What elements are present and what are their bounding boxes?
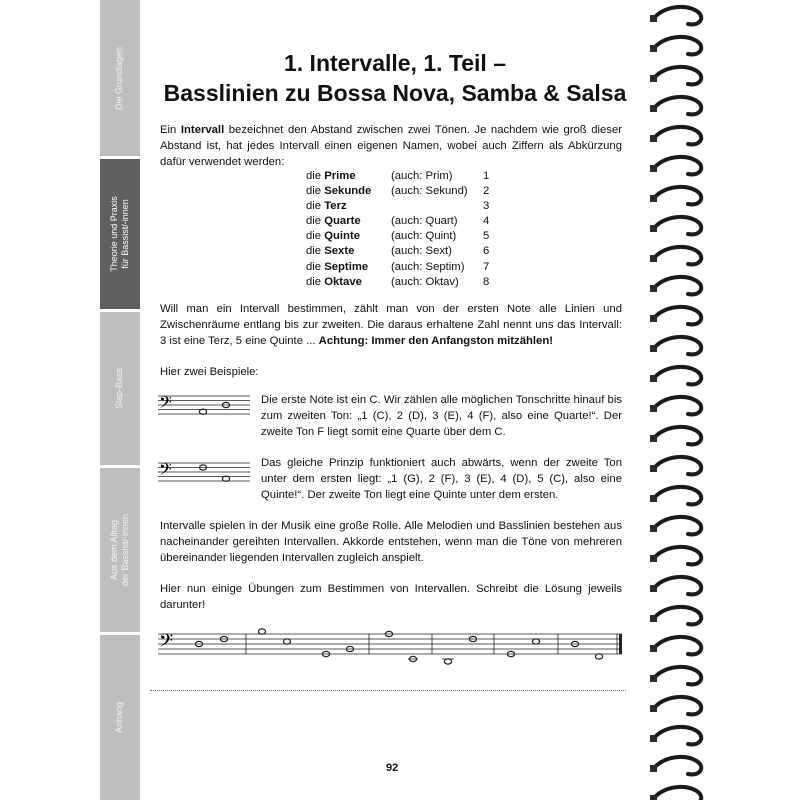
interval-name: die Prime — [306, 170, 356, 182]
punch-hole — [650, 105, 657, 112]
spiral-ring — [654, 187, 701, 204]
note — [595, 654, 602, 659]
spiral-ring — [654, 397, 701, 414]
punch-hole — [650, 375, 657, 382]
punch-hole — [650, 315, 657, 322]
interval-number: 3 — [483, 200, 490, 213]
spiral-ring — [654, 67, 701, 84]
spiral-ring — [654, 367, 701, 384]
interval-row — [306, 229, 489, 244]
examples-heading: Hier zwei Beispiele: — [160, 366, 259, 378]
interval-row — [306, 244, 489, 259]
interval-alias — [391, 199, 483, 214]
spiral-ring — [654, 607, 701, 624]
title-line-1: 1. Intervalle, 1. Teil – — [283, 50, 506, 76]
spiral-ring — [654, 307, 701, 324]
punch-hole — [650, 705, 657, 712]
interval-row — [306, 199, 489, 214]
punch-hole — [650, 585, 657, 592]
interval-alias: (auch: Oktav) — [391, 275, 459, 288]
spiral-ring — [654, 697, 701, 714]
interval-alias: (auch: Quint) — [391, 230, 457, 243]
interval-name: die Sexte — [306, 245, 355, 258]
exercise-staff — [158, 628, 624, 668]
exercise-paragraph: Hier nun einige Übungen zum Bestimmen von Intervallen. Schreibt die Lösung jeweils darunter! — [160, 583, 622, 611]
punch-hole — [650, 615, 657, 622]
interval-alias: (auch: Sekund) — [391, 185, 468, 198]
punch-hole — [650, 735, 657, 742]
bass-clef-icon: 𝄢 — [159, 392, 172, 416]
interval-table — [306, 169, 489, 290]
interval-number: 8 — [483, 275, 490, 288]
punch-hole — [650, 15, 657, 22]
tab-die-grundlagen[interactable]: Die Grundlagen — [100, 0, 140, 156]
spiral-ring — [654, 277, 701, 294]
interval-alias: (auch: Prim) — [391, 170, 453, 182]
spiral-ring — [654, 757, 701, 774]
interval-number: 1 — [483, 170, 490, 182]
interval-name: die Oktave — [306, 275, 362, 288]
example-1-text: Die erste Note ist ein C. Wir zählen alle möglichen Tonschritte hinauf bis zum zweiten Ton: „1 (C), 2 (D), 3 (E), 4 (F), also eine Quarte!“. Der zweite Ton F liegt somit eine Quarte über dem C. — [261, 394, 622, 438]
note — [532, 639, 539, 644]
example-1-staff — [158, 392, 250, 422]
punch-hole — [650, 645, 657, 652]
punch-hole — [650, 225, 657, 232]
tab-anhang[interactable]: Anhang — [100, 635, 140, 800]
example-2-text: Das gleiche Prinzip funktioniert auch abwärts, wenn der zweite Ton unter dem ersten liegt: „1 (G), 2 (F), 3 (E), 4 (D), 5 (C), also eine Quinte!“. Der zweite Ton liegt eine Quinte unter dem ersten. — [261, 457, 622, 501]
punch-hole — [650, 675, 657, 682]
interval-name: die Sekunde — [306, 185, 372, 198]
punch-hole — [650, 75, 657, 82]
note — [283, 639, 290, 644]
interval-name: die Terz — [306, 200, 347, 213]
page-number: 92 — [386, 762, 399, 774]
interval-alias: (auch: Sext) — [391, 245, 452, 258]
spiral-ring — [654, 787, 701, 800]
spiral-ring — [654, 637, 701, 654]
spiral-ring — [654, 37, 701, 54]
spiral-ring — [654, 97, 701, 114]
interval-number: 7 — [483, 260, 490, 273]
spiral-ring — [654, 127, 701, 144]
example-2-staff — [158, 459, 250, 489]
tab-theorie-und-praxis[interactable]: Theorie und Praxis für Bassist/-innen — [100, 159, 140, 309]
tab-slap-bass[interactable]: Slap-Bass — [100, 312, 140, 465]
spiral-ring — [654, 247, 701, 264]
chords-paragraph: Intervalle spielen in der Musik eine große Rolle. Alle Melodien und Basslinien bestehen aus nacheinander gereihten Intervallen. Akkorde entstehen, wenn man die Töne von mehreren übereinander liegenden Intervallen zugleich anspielt. — [160, 520, 622, 564]
tab-aus-dem-alltag[interactable]: Aus dem Alltag der Bassist/-innen — [100, 468, 140, 632]
interval-name: die Quinte — [306, 230, 360, 243]
spiral-ring — [654, 517, 701, 534]
spiral-binding — [648, 0, 708, 800]
spiral-ring — [654, 667, 701, 684]
punch-hole — [650, 435, 657, 442]
punch-hole — [650, 405, 657, 412]
punch-hole — [650, 45, 657, 52]
punch-hole — [650, 345, 657, 352]
interval-row — [306, 275, 489, 290]
interval-number: 6 — [483, 245, 490, 258]
interval-number: 5 — [483, 230, 490, 243]
interval-row — [306, 260, 489, 275]
punch-hole — [650, 165, 657, 172]
interval-name: die Quarte — [306, 215, 361, 228]
intro-paragraph: Ein Intervall bezeichnet den Abstand zwischen zwei Tönen. Je nachdem wie groß dieser Abstand ist, hat jedes Intervall einen eigenen Namen, wobei auch Ziffern als Abkürzung dafür verwendet werden: — [160, 124, 622, 168]
page-title — [150, 48, 640, 108]
interval-name: die Septime — [306, 260, 369, 273]
punch-hole — [650, 255, 657, 262]
punch-hole — [650, 135, 657, 142]
punch-hole — [650, 525, 657, 532]
punch-hole — [650, 465, 657, 472]
spiral-ring — [654, 337, 701, 354]
answer-line — [150, 690, 626, 691]
note — [444, 659, 451, 664]
interval-alias: (auch: Quart) — [391, 215, 458, 228]
punch-hole — [650, 765, 657, 772]
title-line-2: Basslinien zu Bossa Nova, Samba & Salsa — [163, 80, 627, 106]
spiral-ring — [654, 547, 701, 564]
bass-clef-icon: 𝄢 — [159, 459, 172, 483]
interval-row — [306, 184, 489, 199]
spiral-ring — [654, 427, 701, 444]
spiral-ring — [654, 457, 701, 474]
spiral-ring — [654, 217, 701, 234]
spiral-ring — [654, 577, 701, 594]
punch-hole — [650, 495, 657, 502]
interval-row — [306, 214, 489, 229]
spiral-ring — [654, 157, 701, 174]
note — [258, 629, 265, 634]
spiral-ring — [654, 487, 701, 504]
interval-number: 4 — [483, 215, 490, 228]
spiral-ring — [654, 727, 701, 744]
interval-alias: (auch: Septim) — [391, 260, 465, 273]
bass-clef-icon: 𝄢 — [159, 631, 174, 656]
interval-number: 2 — [483, 185, 490, 198]
punch-hole — [650, 195, 657, 202]
interval-row — [306, 169, 489, 184]
chapter-tabs — [100, 0, 140, 800]
punch-hole — [650, 795, 657, 800]
punch-hole — [650, 285, 657, 292]
spiral-ring — [654, 7, 701, 24]
punch-hole — [650, 555, 657, 562]
counting-paragraph: Will man ein Intervall bestimmen, zählt man von der ersten Note alle Linien und Zwischenräume entlang bis zur zweiten. Die daraus erhaltene Zahl nennt uns das Intervall: 3 ist eine Terz, 5 eine Quinte ... Achtung: Immer den Anfangston mitzählen! — [160, 303, 622, 347]
